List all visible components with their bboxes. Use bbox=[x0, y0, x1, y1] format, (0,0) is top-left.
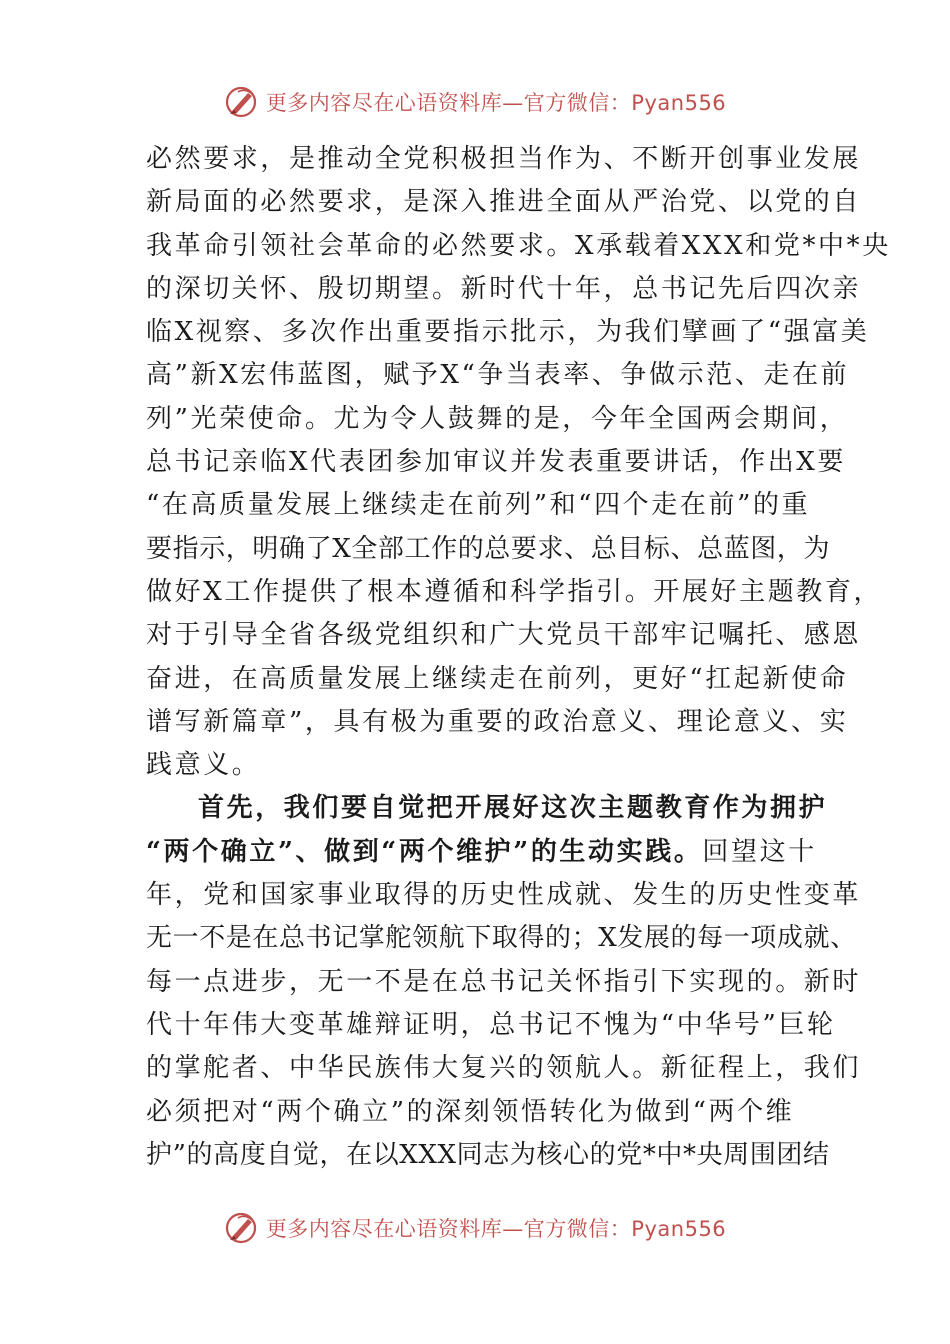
bold-heading-text: “两个确立”、做到“两个维护”的生动实践。 bbox=[146, 836, 703, 867]
text-line: 的深切关怀、殷切期望。新时代十年，总书记先后四次亲 bbox=[146, 273, 862, 304]
text-line: 高”新X宏伟蓝图，赋予X“争当表率、争做示范、走在前 bbox=[146, 360, 850, 391]
text-line: 奋进，在高质量发展上继续走在前列，更好“扛起新使命 bbox=[146, 663, 849, 694]
pen-logo-icon bbox=[224, 84, 260, 120]
bold-heading-line: 首先，我们要自觉把开展好这次主题教育作为拥护 bbox=[198, 793, 828, 824]
text-line: 列”光荣使命。尤为令人鼓舞的是，今年全国两会期间， bbox=[146, 403, 849, 434]
text-line: 我革命引领社会革命的必然要求。X承载着XXX和党*中*央 bbox=[146, 230, 891, 261]
text-run: 回望这十 bbox=[702, 836, 817, 867]
paragraph-2 bbox=[146, 787, 862, 1177]
header-watermark bbox=[0, 84, 950, 120]
watermark-text: 更多内容尽在心语资料库—官方微信：Pyan556 bbox=[265, 1217, 727, 1241]
watermark-text: 更多内容尽在心语资料库—官方微信：Pyan556 bbox=[265, 91, 727, 115]
text-line: 必然要求，是推动全党积极担当作为、不断开创事业发展 bbox=[146, 144, 862, 174]
text-line: 的掌舵者、中华民族伟大复兴的领航人。新征程上，我们 bbox=[146, 1053, 862, 1084]
text-line: 临X视察、多次作出重要指示批示，为我们擘画了“强富美 bbox=[146, 317, 870, 348]
pen-logo-icon bbox=[224, 1210, 260, 1246]
text-line: 做好X工作提供了根本遵循和科学指引。开展好主题教育， bbox=[146, 576, 883, 607]
text-line: “在高质量发展上继续走在前列”和“四个走在前”的重 bbox=[146, 490, 811, 521]
text-line: 代十年伟大变革雄辩证明，总书记不愧为“中华号”巨轮 bbox=[146, 1009, 836, 1040]
text-line: 每一点进步，无一不是在总书记关怀指引下实现的。新时 bbox=[146, 966, 862, 997]
footer-watermark bbox=[0, 1210, 950, 1246]
text-line: 总书记亲临X代表团参加审议并发表重要讲话，作出X要 bbox=[146, 447, 847, 478]
text-line: 践意义。 bbox=[146, 750, 261, 781]
text-line: 新局面的必然要求，是深入推进全面从严治党、以党的自 bbox=[146, 187, 862, 218]
mixed-line bbox=[146, 831, 817, 874]
text-line: 年，党和国家事业取得的历史性成就、发生的历史性变革 bbox=[146, 880, 862, 911]
paragraph-1 bbox=[146, 138, 891, 787]
text-line: 必须把对“两个确立”的深刻领悟转化为做到“两个维 bbox=[146, 1096, 795, 1127]
document-body bbox=[146, 138, 891, 1177]
text-line: 要指示，明确了X全部工作的总要求、总目标、总蓝图，为 bbox=[146, 533, 831, 564]
text-line: 谱写新篇章”，具有极为重要的政治意义、理论意义、实 bbox=[146, 706, 849, 737]
text-line: 无一不是在总书记掌舵领航下取得的；X发展的每一项成就、 bbox=[146, 923, 857, 954]
text-line: 对于引导全省各级党组织和广大党员干部牢记嘱托、感恩 bbox=[146, 620, 862, 651]
text-line: 护”的高度自觉，在以XXX同志为核心的党*中*央周围团结 bbox=[146, 1139, 830, 1170]
